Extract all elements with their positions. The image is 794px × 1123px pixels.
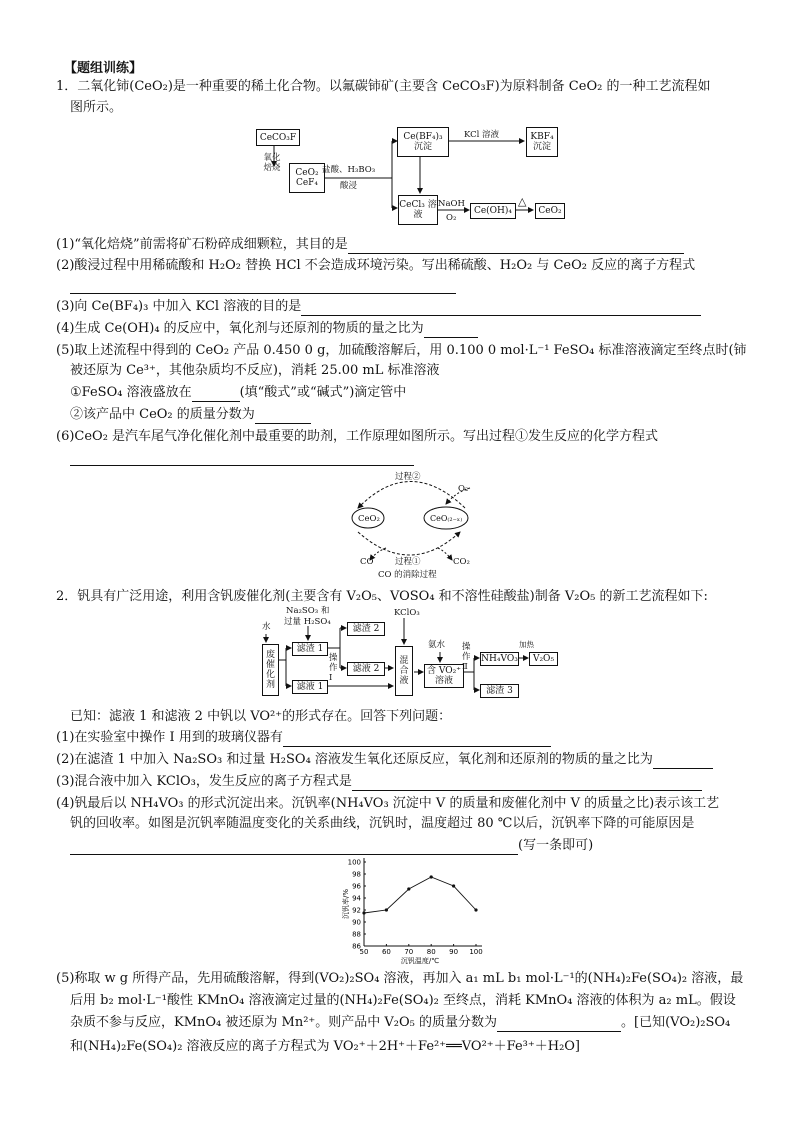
y-tick-label: 86 [352, 942, 361, 951]
q1-part5-line2: 被还原为 Ce³⁺，其他杂质均不反应)，消耗 25.00 mL 标准溶液 [70, 363, 440, 378]
kcl-solution-label: KCl 溶液 [464, 130, 500, 140]
q2-part1-text: (1)在实验室中操作 I 用到的玻璃仪器有 [56, 730, 283, 745]
cycle-co-label: CO [360, 557, 374, 567]
ce-bf4-precipitate-box: Ce(BF₄)₃ 沉淀 [397, 127, 449, 157]
q1-intro-line2: 图所示。 [70, 100, 123, 115]
water-label: 水 [262, 622, 271, 632]
raw-material-box: CeCO₃F [256, 129, 300, 146]
y-tick-label: 100 [347, 858, 361, 867]
q2-part5-line3-text: 杂质不参与反应，KMnO₄ 被还原为 Mn²⁺。则产品中 V₂O₅ 的质量分数为 [70, 1015, 498, 1030]
answer-blank[interactable] [497, 1018, 621, 1032]
nh4vo3-box: NH₄VO₃ [481, 654, 518, 664]
x-tick-label: 100 [469, 948, 483, 956]
q1-part5-sub2-text: ②该产品中 CeO₂ 的质量分数为 [70, 407, 255, 422]
q1-part4-text: (4)生成 Ce(OH)₄ 的反应中，氧化剂与还原剂的物质的量之比为 [56, 321, 424, 336]
data-point [385, 908, 388, 911]
cycle-o2-label: O₂ [458, 484, 469, 494]
y-tick-label: 90 [352, 918, 361, 927]
cycle-ceo2x-node: CeO₍₂₋ₓ₎ [430, 514, 463, 523]
section-header: 【题组训练】 [64, 61, 143, 76]
vo2-solution-box: 含 VO₂⁺ 溶液 [424, 664, 464, 688]
q2-part5-line1: (5)称取 w g 所得产品，先用硫酸溶解，得到(VO₂)₂SO₄ 溶液，再加入 a₁ mL b₁ mol·L⁻¹的(NH₄)₂Fe(SO₄)₂ 溶液，最 [56, 971, 744, 986]
residue2-box: 滤渣 2 [347, 622, 385, 636]
q2-part2-text: (2)在滤渣 1 中加入 Na₂SO₃ 和过量 H₂SO₄ 溶液发生氧化还原反应，氧化剂和还原剂的物质的量之比为 [56, 752, 653, 767]
x-axis-label: 沉钒温度/℃ [400, 957, 440, 965]
x-tick-label: 90 [449, 948, 459, 956]
residue1-box: 滤渣 1 [292, 642, 328, 656]
filtrate2-box: 滤液 2 [347, 662, 385, 676]
y-tick-label: 94 [352, 894, 361, 903]
data-point [452, 884, 455, 887]
q2-part5-line3 [70, 1014, 730, 1032]
reagent-line2-label: 过量 H₂SO₄ [284, 617, 331, 627]
operation1-label: 操作Ⅰ [329, 653, 338, 683]
mixed-liquid-box: 混合液 [395, 646, 413, 696]
q2-part4-hint: (写一条即可) [518, 838, 594, 853]
q1-part5-sub1-tail: (填“酸式”或“碱式”)滴定管中 [239, 385, 407, 400]
q2-part3-text: (3)混合液中加入 KClO₃，发生反应的离子方程式是 [56, 774, 352, 789]
ammonia-label: 氨水 [428, 640, 446, 650]
q1-part5-sub1-text: ①FeSO₄ 溶液盛放在 [70, 385, 192, 400]
y-axis-label: 沉钒率/% [342, 888, 350, 920]
data-point [362, 911, 365, 914]
cycle-co2-label: CO₂ [453, 557, 470, 567]
q1-part6: (6)CeO₂ 是汽车尾气净化催化剂中最重要的助剂，工作原理如图所示。写出过程①发生反应的化学方程式 [56, 429, 659, 444]
residue3-box: 滤渣 3 [480, 684, 519, 698]
kbf4-precipitate-box: KBF₄ 沉淀 [526, 127, 558, 157]
q1-part5-line1: (5)取上述流程中得到的 CeO₂ 产品 0.450 0 g，加硫酸溶解后，用 0.100 0 mol·L⁻¹ FeSO₄ 标准溶液滴定至终点时(铈 [56, 343, 747, 358]
q2-part4-line1: (4)钒最后以 NH₄VO₃ 的形式沉淀出来。沉钒率(NH₄VO₃ 沉淀中 V 的质量和废催化剂中 V 的质量之比)表示该工艺 [56, 796, 720, 811]
series-line [364, 877, 476, 913]
q1-part1-text: (1)“氧化焙烧”前需将矿石粉碎成细颗粒，其目的是 [56, 237, 348, 252]
roast-label: 氧化焙烧 [263, 153, 281, 173]
acid-leach-label: 酸浸 [340, 181, 358, 191]
q2-part5-line3-tail: 。[已知(VO₂)₂SO₄ [621, 1015, 731, 1030]
cycle-caption: CO 的消除过程 [378, 570, 437, 580]
ceo2-cef4-box: CeO₂ CeF₄ [289, 163, 325, 193]
y-tick-label: 96 [352, 882, 361, 891]
q1-part3-text: (3)向 Ce(BF₄)₃ 中加入 KCl 溶液的目的是 [56, 299, 302, 314]
q2-part5-line4: 和(NH₄)₂Fe(SO₄)₂ 溶液反应的离子方程式为 VO₂⁺＋2H⁺＋Fe²⁺══VO²⁺＋Fe³⁺＋H₂O] [70, 1039, 581, 1054]
ce-oh4-box: Ce(OH)₄ [470, 203, 516, 219]
y-tick-label: 92 [352, 906, 361, 915]
data-point [407, 887, 410, 890]
x-tick-label: 50 [359, 948, 369, 956]
cecl3-solution-box: CeCl₃ 溶液 [398, 195, 438, 225]
x-tick-label: 60 [381, 948, 391, 956]
cycle-ceo2-node: CeO₂ [358, 514, 380, 524]
q1-part2: (2)酸浸过程中用稀硫酸和 H₂O₂ 替换 HCl 不会造成环境污染。写出稀硫酸、H₂O₂ 与 CeO₂ 反应的离子方程式 [56, 258, 696, 273]
filtrate1-box: 滤液 1 [292, 680, 328, 694]
q2-intro: 2．钒具有广泛用途，利用含钒废催化剂(主要含有 V₂O₅、VOSO₄ 和不溶性硅酸盐)制备 V₂O₅ 的新工艺流程如下: [56, 589, 708, 604]
x-tick-label: 80 [426, 948, 436, 956]
q2-part4-line2: 钒的回收率。如图是沉钒率随温度变化的关系曲线，沉钒时，温度超过 80 ℃以后，沉钒率下降的可能原因是 [70, 816, 695, 831]
x-tick-label: 70 [404, 948, 414, 956]
q2-part5-line2: 后用 b₂ mol·L⁻¹酸性 KMnO₄ 溶液滴定过量的(NH₄)₂Fe(SO₄)₂ 至终点，消耗 KMnO₄ 溶液的体积为 a₂ mL。假设 [70, 993, 736, 1008]
process2-label: 过程② [395, 472, 421, 482]
v2o5-box: V₂O₅ [529, 652, 558, 666]
heat-label: 加热 [519, 640, 534, 649]
data-point [430, 875, 433, 878]
y-tick-label: 98 [352, 870, 361, 879]
o2-label: O₂ [446, 213, 457, 223]
operation2-label: 操作Ⅱ [462, 642, 471, 672]
kclo3-label: KClO₃ [394, 608, 420, 618]
reagent-line1-label: Na₂SO₃ 和 [286, 606, 330, 616]
waste-catalyst-box: 废催化剂 [262, 644, 279, 696]
heat-symbol: △ [518, 195, 527, 208]
process1-label: 过程① [395, 557, 421, 567]
naoh-label: NaOH [438, 199, 465, 209]
ceo2-product-box: CeO₂ [535, 203, 565, 219]
q2-known: 已知：滤液 1 和滤液 2 中钒以 VO²⁺的形式存在。回答下列问题： [70, 709, 452, 724]
q1-intro-line1: 1．二氧化铈(CeO₂)是一种重要的稀土化合物。以氟碳铈矿(主要含 CeCO₃F)为原料制备 CeO₂ 的一种工艺流程如 [56, 79, 711, 94]
y-tick-label: 88 [352, 930, 361, 939]
data-point [474, 908, 477, 911]
acid-reagent-label: 盐酸、H₃BO₃ [322, 165, 376, 175]
